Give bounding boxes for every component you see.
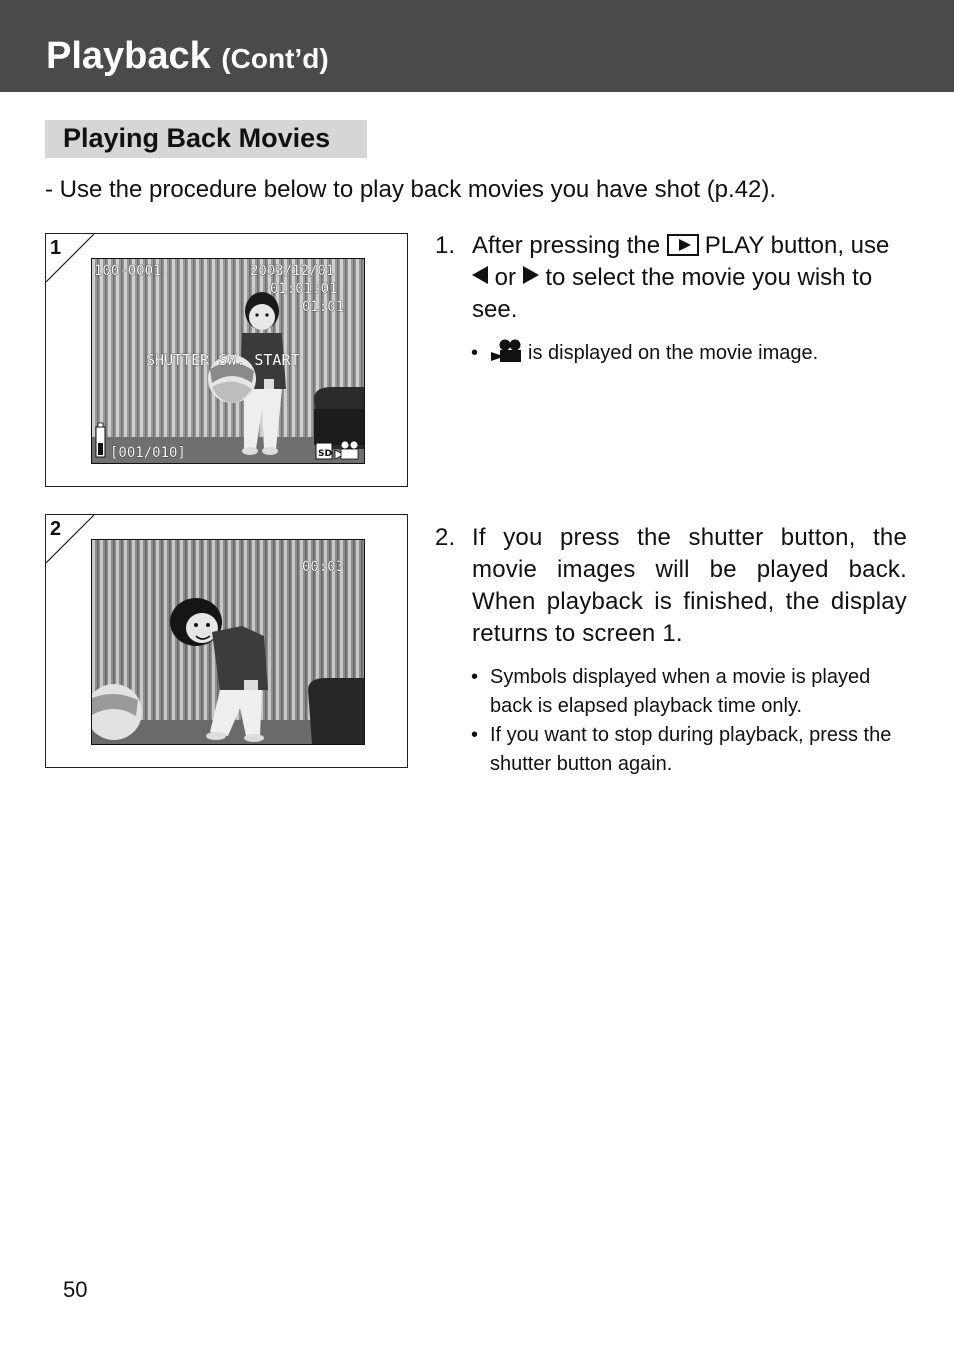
figure-1 <box>45 233 408 487</box>
step-1-text-c: to select the movie you wish to see. <box>472 264 873 323</box>
intro-text: - Use the procedure below to play back movies you have shot (p.42). <box>45 176 777 203</box>
step-1-or: or <box>494 264 517 291</box>
page-number: 50 <box>63 1277 88 1302</box>
play-button-icon <box>667 234 699 256</box>
figure-2 <box>45 514 408 768</box>
step-2-text: If you press the shutter button, the movie images will be played back. When playback is finished, the display returns to screen 1. <box>472 524 907 647</box>
page-title-main: Playback <box>46 35 211 77</box>
figure-number: 2 <box>50 518 62 540</box>
osd-elapsed-time: 00:03 <box>302 559 345 575</box>
bullet-dot: • <box>471 724 479 746</box>
osd-duration: 01:01 <box>302 299 345 315</box>
lcd-screen-1 <box>91 258 365 464</box>
bullet-dot: • <box>471 342 479 364</box>
osd-file-number: 100-0001 <box>94 263 162 279</box>
step-1-text <box>472 230 907 326</box>
step-2-bullet-1-text: Symbols displayed when a movie is played back is elapsed playback time only. <box>490 666 871 717</box>
figure-number: 1 <box>50 237 62 259</box>
movie-photo-2 <box>92 540 364 744</box>
movie-photo-1 <box>92 259 364 463</box>
section-title: Playing Back Movies <box>63 123 331 153</box>
step-1-text-b: PLAY button, use <box>704 232 890 259</box>
left-arrow-icon <box>472 266 488 284</box>
step-number: 2. <box>435 524 456 551</box>
step-2-bullet-2-text: If you want to stop during playback, press the shutter button again. <box>490 724 892 775</box>
section-heading <box>45 120 367 158</box>
osd-message: SHUTTER SW. START <box>146 351 300 369</box>
step-1-text-a: After pressing the <box>472 232 661 259</box>
right-arrow-icon <box>523 266 539 284</box>
page-title <box>46 34 329 81</box>
osd-time: 01:01:01 <box>270 281 338 297</box>
page-header <box>0 0 954 92</box>
battery-icon <box>96 423 105 457</box>
lcd-screen-2 <box>91 539 365 745</box>
step-1-bullet-text: is displayed on the movie image. <box>528 342 819 364</box>
movie-camera-icon <box>490 339 522 363</box>
osd-date: 2003/12/01 <box>250 263 335 279</box>
sd-card-icon <box>316 443 332 459</box>
osd-frame-counter: [001/010] <box>110 445 186 461</box>
step-number: 1. <box>435 232 456 259</box>
sd-card-label: SD <box>318 449 332 459</box>
page-title-sub: (Cont’d) <box>221 43 329 74</box>
bullet-dot: • <box>471 666 479 688</box>
